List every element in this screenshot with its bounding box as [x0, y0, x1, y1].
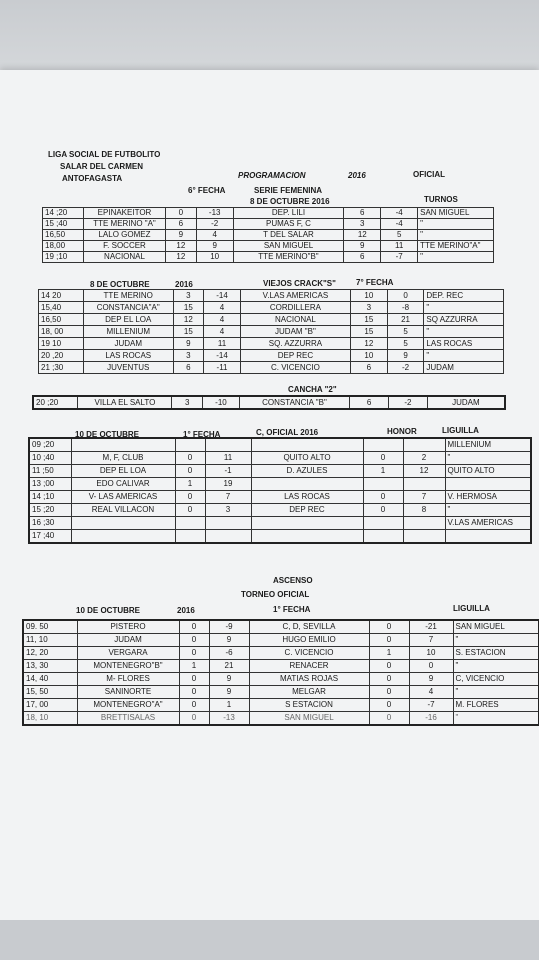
- cell-team-b: DEP. LILI: [233, 208, 344, 219]
- cell-diff-b: 12: [403, 465, 445, 478]
- cell-team-b: T DEL SALAR: [233, 230, 344, 241]
- cell-diff-a: 9: [209, 673, 249, 686]
- table-row: [33, 396, 505, 409]
- cell-turno: LAS ROCAS: [424, 338, 504, 350]
- cell-team-a: VERGARA: [77, 647, 179, 660]
- cell-team-b: DEP REC: [251, 504, 363, 517]
- ascenso-date: 10 DE OCTUBRE: [76, 606, 141, 615]
- cell-turno: ": [418, 252, 494, 263]
- cell-time: 09 ;20: [29, 438, 71, 452]
- table-row: [29, 504, 531, 517]
- cell-team-b: S ESTACION: [249, 699, 369, 712]
- cell-time: 15,40: [39, 302, 84, 314]
- cell-score-b: 15: [351, 314, 388, 326]
- cell-diff-a: -6: [209, 647, 249, 660]
- cell-diff-b: 7: [409, 634, 453, 647]
- cell-score-a: 9: [166, 230, 197, 241]
- cell-score-b: 0: [369, 634, 409, 647]
- cell-turno: TTE MERINO"A": [418, 241, 494, 252]
- cell-turno: ": [445, 452, 531, 465]
- cell-team-a: LAS ROCAS: [83, 350, 173, 362]
- honor-title: C, OFICIAL 2016: [256, 428, 319, 437]
- cell-diff-b: 9: [387, 350, 424, 362]
- ascenso-fecha: 1° FECHA: [273, 605, 311, 614]
- cell-team-a: TTE MERINO: [83, 290, 173, 302]
- cell-team-b: NACIONAL: [240, 314, 350, 326]
- table-row: [39, 326, 504, 338]
- cell-turno: JUDAM: [424, 362, 504, 374]
- cell-turno: V. HERMOSA: [445, 491, 531, 504]
- cell-team-a: DEP EL LOA: [83, 314, 173, 326]
- cell-diff-b: 8: [403, 504, 445, 517]
- cell-team-b: D. AZULES: [251, 465, 363, 478]
- cell-team-b: DEP REC: [240, 350, 350, 362]
- cell-score-a: 0: [175, 504, 205, 517]
- cell-diff-b: -2: [388, 396, 427, 409]
- table-row: [23, 634, 539, 647]
- cell-score-a: [175, 517, 205, 530]
- cell-diff-a: [205, 438, 251, 452]
- cell-time: 14 ;20: [43, 208, 84, 219]
- cell-time: 15, 50: [23, 686, 77, 699]
- cell-diff-b: -2: [387, 362, 424, 374]
- cell-team-a: EDO CALIVAR: [71, 478, 175, 491]
- table-row: [43, 208, 494, 219]
- cell-turno: ": [453, 686, 539, 699]
- cell-diff-a: 3: [205, 504, 251, 517]
- cell-score-a: [175, 530, 205, 544]
- table-row: [43, 241, 494, 252]
- cell-team-b: JUDAM "B": [240, 326, 350, 338]
- cell-diff-a: -9: [209, 620, 249, 634]
- cell-time: 10 ;40: [29, 452, 71, 465]
- table-row: [23, 699, 539, 712]
- cell-turno: ": [424, 350, 504, 362]
- cell-turno: C, VICENCIO: [453, 673, 539, 686]
- cell-diff-b: 7: [403, 491, 445, 504]
- city-title: ANTOFAGASTA: [62, 174, 123, 183]
- cell-score-a: 3: [173, 350, 204, 362]
- cell-team-a: JUDAM: [77, 634, 179, 647]
- cell-score-b: 6: [351, 362, 388, 374]
- cell-team-a: [71, 438, 175, 452]
- cell-diff-b: 9: [409, 673, 453, 686]
- fem-date: 8 DE OCTUBRE 2016: [250, 197, 330, 206]
- cell-score-a: 1: [179, 660, 209, 673]
- cell-team-a: DEP EL LOA: [71, 465, 175, 478]
- cell-diff-a: -14: [204, 350, 241, 362]
- cell-team-b: CONSTANCIA "B": [239, 396, 349, 409]
- cell-score-b: 1: [363, 465, 403, 478]
- table-row: [43, 219, 494, 230]
- cell-diff-a: 9: [196, 241, 233, 252]
- cell-team-b: C. VICENCIO: [249, 647, 369, 660]
- cell-time: 18, 00: [39, 326, 84, 338]
- cell-team-a: CONSTANCIA"A": [83, 302, 173, 314]
- cell-diff-b: [403, 478, 445, 491]
- cell-score-b: 0: [369, 660, 409, 673]
- cell-team-b: TTE MERINO"B": [233, 252, 344, 263]
- cell-time: 16 ;30: [29, 517, 71, 530]
- cell-diff-b: [403, 438, 445, 452]
- cell-diff-a: 1: [209, 699, 249, 712]
- cell-diff-a: 11: [204, 338, 241, 350]
- cell-diff-b: 10: [409, 647, 453, 660]
- cell-score-a: 12: [173, 314, 204, 326]
- cell-team-b: HUGO EMILIO: [249, 634, 369, 647]
- cell-score-b: 3: [344, 219, 381, 230]
- cell-score-a: 12: [166, 252, 197, 263]
- cell-diff-a: -13: [196, 208, 233, 219]
- cell-score-b: 0: [363, 504, 403, 517]
- cell-team-a: PISTERO: [77, 620, 179, 634]
- table-row: [43, 230, 494, 241]
- cell-team-a: [71, 517, 175, 530]
- cell-diff-b: 5: [387, 326, 424, 338]
- cell-diff-a: 9: [209, 634, 249, 647]
- cell-team-a: [71, 530, 175, 544]
- table-row: [23, 712, 539, 726]
- cell-score-a: 9: [173, 338, 204, 350]
- cell-diff-a: -10: [203, 396, 240, 409]
- cell-time: 14, 40: [23, 673, 77, 686]
- cell-turno: ": [453, 634, 539, 647]
- cell-score-a: 0: [179, 699, 209, 712]
- cell-score-b: 0: [369, 686, 409, 699]
- cell-time: 13 ;00: [29, 478, 71, 491]
- cell-score-b: 0: [363, 491, 403, 504]
- cell-diff-b: -7: [409, 699, 453, 712]
- honor-liguilla: LIGUILLA: [442, 426, 479, 435]
- cell-team-b: [251, 478, 363, 491]
- league-title: LIGA SOCIAL DE FUTBOLITO: [48, 150, 161, 159]
- cell-score-a: 15: [173, 326, 204, 338]
- cell-score-a: 1: [175, 478, 205, 491]
- cell-time: 16,50: [43, 230, 84, 241]
- cell-turno: ": [424, 302, 504, 314]
- table-row: [29, 491, 531, 504]
- fem-table: [42, 207, 494, 263]
- cell-turno: SAN MIGUEL: [453, 620, 539, 634]
- cell-score-b: [363, 530, 403, 544]
- cell-diff-a: [205, 530, 251, 544]
- cell-score-b: 0: [369, 712, 409, 726]
- cell-time: 09. 50: [23, 620, 77, 634]
- table-row: [29, 452, 531, 465]
- cell-score-a: 12: [166, 241, 197, 252]
- cell-team-a: SANINORTE: [77, 686, 179, 699]
- cell-team-b: PUMAS F, C: [233, 219, 344, 230]
- programacion-label: PROGRAMACION: [238, 171, 306, 180]
- ascenso-year: 2016: [177, 606, 195, 615]
- cell-time: 20 ,20: [39, 350, 84, 362]
- cell-diff-a: -11: [204, 362, 241, 374]
- cell-time: 15 ;20: [29, 504, 71, 517]
- honor-label: HONOR: [387, 427, 417, 436]
- cell-score-a: 0: [175, 452, 205, 465]
- table-row: [23, 660, 539, 673]
- cell-score-a: [175, 438, 205, 452]
- cell-score-a: 6: [166, 219, 197, 230]
- cell-diff-a: 7: [205, 491, 251, 504]
- table-row: [39, 350, 504, 362]
- cell-turno: S. ESTACION: [453, 647, 539, 660]
- cell-turno: QUITO ALTO: [445, 465, 531, 478]
- cell-score-b: 6: [344, 208, 381, 219]
- cell-team-b: SQ. AZZURRA: [240, 338, 350, 350]
- cell-score-a: 0: [179, 620, 209, 634]
- cell-diff-b: 2: [403, 452, 445, 465]
- cell-time: 11, 10: [23, 634, 77, 647]
- cell-turno: M. FLORES: [453, 699, 539, 712]
- table-row: [39, 290, 504, 302]
- ascenso-table: [22, 619, 539, 726]
- cell-diff-b: 0: [409, 660, 453, 673]
- table-row: [29, 438, 531, 452]
- cell-team-a: M, F, CLUB: [71, 452, 175, 465]
- year-label: 2016: [348, 171, 366, 180]
- cell-time: 18, 10: [23, 712, 77, 726]
- table-row: [23, 686, 539, 699]
- cell-time: 19 ;10: [43, 252, 84, 263]
- cell-turno: ": [424, 326, 504, 338]
- cell-score-b: 3: [351, 302, 388, 314]
- cell-score-b: 12: [344, 230, 381, 241]
- cell-score-a: 3: [172, 396, 203, 409]
- cell-score-a: 3: [173, 290, 204, 302]
- cell-diff-a: [205, 517, 251, 530]
- cell-team-b: CORDILLERA: [240, 302, 350, 314]
- cell-diff-a: -14: [204, 290, 241, 302]
- table-row: [29, 530, 531, 544]
- cell-turno: SAN MIGUEL: [418, 208, 494, 219]
- cell-diff-a: 21: [209, 660, 249, 673]
- cell-time: 17, 00: [23, 699, 77, 712]
- cell-team-b: V.LAS AMERICAS: [240, 290, 350, 302]
- cell-diff-a: 10: [196, 252, 233, 263]
- cell-time: 14 ;10: [29, 491, 71, 504]
- ascenso-liguilla: LIGUILLA: [453, 604, 490, 613]
- viejos-fecha: 7° FECHA: [356, 278, 394, 287]
- cell-team-b: QUITO ALTO: [251, 452, 363, 465]
- cell-score-b: 1: [369, 647, 409, 660]
- cell-team-a: JUDAM: [83, 338, 173, 350]
- table-row: [39, 338, 504, 350]
- cell-score-a: 6: [173, 362, 204, 374]
- cell-diff-b: 0: [387, 290, 424, 302]
- viejos-table: [38, 289, 504, 374]
- cell-time: 15 ;40: [43, 219, 84, 230]
- cell-score-b: 6: [344, 252, 381, 263]
- viejos-date: 8 DE OCTUBRE: [90, 280, 150, 289]
- honor-fecha: 1° FECHA: [183, 430, 221, 439]
- cell-team-b: RENACER: [249, 660, 369, 673]
- cell-team-b: [251, 530, 363, 544]
- cell-team-a: MONTENEGRO"B": [77, 660, 179, 673]
- cell-team-b: C. VICENCIO: [240, 362, 350, 374]
- cell-score-a: 0: [179, 647, 209, 660]
- cell-score-b: 0: [363, 452, 403, 465]
- cell-turno: [445, 530, 531, 544]
- cell-diff-b: -4: [381, 219, 418, 230]
- cell-diff-a: 9: [209, 686, 249, 699]
- cell-score-a: 0: [166, 208, 197, 219]
- cell-turno: [445, 478, 531, 491]
- cell-time: 17 ;40: [29, 530, 71, 544]
- cell-diff-b: -4: [381, 208, 418, 219]
- cell-score-a: 0: [179, 686, 209, 699]
- cell-team-a: M- FLORES: [77, 673, 179, 686]
- cell-score-a: 15: [173, 302, 204, 314]
- cell-score-b: 9: [344, 241, 381, 252]
- cell-diff-a: 4: [196, 230, 233, 241]
- cell-team-a: MONTENEGRO"A": [77, 699, 179, 712]
- cell-team-a: NACIONAL: [84, 252, 166, 263]
- cell-turno: DEP. REC: [424, 290, 504, 302]
- cell-score-b: 15: [351, 326, 388, 338]
- cell-diff-b: [403, 530, 445, 544]
- cancha-label: CANCHA "2": [288, 385, 337, 394]
- table-row: [29, 465, 531, 478]
- cell-turno: ": [418, 230, 494, 241]
- cell-diff-b: 5: [381, 230, 418, 241]
- table-row: [23, 647, 539, 660]
- cell-score-b: [363, 517, 403, 530]
- cell-time: 21 ;30: [39, 362, 84, 374]
- table-row: [43, 252, 494, 263]
- cell-diff-a: -13: [209, 712, 249, 726]
- cell-diff-b: -8: [387, 302, 424, 314]
- background-bottom: [0, 920, 539, 960]
- cell-team-a: V- LAS AMERICAS: [71, 491, 175, 504]
- cell-team-a: BRETTISALAS: [77, 712, 179, 726]
- cell-team-a: VILLA EL SALTO: [78, 396, 172, 409]
- background-top: [0, 0, 539, 70]
- torneo-title: TORNEO OFICIAL: [241, 590, 310, 599]
- cell-diff-b: -16: [409, 712, 453, 726]
- fem-fecha: 6° FECHA: [188, 186, 226, 195]
- cell-score-b: 0: [369, 673, 409, 686]
- cell-diff-b: 11: [381, 241, 418, 252]
- cell-turno: ": [453, 712, 539, 726]
- ascenso-title: ASCENSO: [273, 576, 313, 585]
- cell-team-b: SAN MIGUEL: [233, 241, 344, 252]
- fem-serie: SERIE FEMENINA: [254, 186, 323, 195]
- cell-score-b: 0: [369, 620, 409, 634]
- cell-score-b: 0: [369, 699, 409, 712]
- cell-team-a: EPINAKEITOR: [84, 208, 166, 219]
- cell-team-a: JUVENTUS: [83, 362, 173, 374]
- cell-diff-b: 4: [409, 686, 453, 699]
- cell-score-b: [363, 478, 403, 491]
- table-row: [39, 302, 504, 314]
- cell-time: 12, 20: [23, 647, 77, 660]
- cell-team-b: MATIAS ROJAS: [249, 673, 369, 686]
- cell-diff-a: 11: [205, 452, 251, 465]
- cancha-table: [32, 395, 506, 410]
- cell-team-a: LALO GOMEZ: [84, 230, 166, 241]
- cell-turno: V.LAS AMERICAS: [445, 517, 531, 530]
- cell-team-a: MILLENIUM: [83, 326, 173, 338]
- cell-diff-a: 4: [204, 314, 241, 326]
- cell-team-b: C, D, SEVILLA: [249, 620, 369, 634]
- cell-diff-a: -1: [205, 465, 251, 478]
- cell-score-b: 12: [351, 338, 388, 350]
- cell-turno: ": [453, 660, 539, 673]
- cell-diff-b: [403, 517, 445, 530]
- cell-diff-a: 4: [204, 302, 241, 314]
- honor-table: [28, 437, 532, 544]
- cell-time: 11 ;50: [29, 465, 71, 478]
- cell-diff-a: 19: [205, 478, 251, 491]
- cell-turno: SQ AZZURRA: [424, 314, 504, 326]
- cell-team-b: [251, 517, 363, 530]
- cell-score-a: 0: [179, 634, 209, 647]
- cell-score-a: 0: [179, 712, 209, 726]
- fem-turnos: TURNOS: [424, 195, 458, 204]
- cell-time: 19 10: [39, 338, 84, 350]
- cell-team-b: SAN MIGUEL: [249, 712, 369, 726]
- cell-turno: ": [445, 504, 531, 517]
- cell-diff-a: 4: [204, 326, 241, 338]
- cell-score-b: [363, 438, 403, 452]
- cell-turno: ": [418, 219, 494, 230]
- cell-team-b: MELGAR: [249, 686, 369, 699]
- table-row: [39, 362, 504, 374]
- cell-team-a: F. SOCCER: [84, 241, 166, 252]
- viejos-title: VIEJOS CRACK"S": [263, 279, 336, 288]
- table-row: [39, 314, 504, 326]
- cell-score-b: 10: [351, 290, 388, 302]
- cell-diff-a: -2: [196, 219, 233, 230]
- cell-diff-b: -7: [381, 252, 418, 263]
- cell-team-b: [251, 438, 363, 452]
- cell-score-b: 10: [351, 350, 388, 362]
- cell-time: 13, 30: [23, 660, 77, 673]
- table-row: [29, 478, 531, 491]
- cell-team-a: TTE MERINO "A": [84, 219, 166, 230]
- honor-date: 10 DE OCTUBRE: [75, 430, 140, 439]
- oficial-label: OFICIAL: [413, 170, 445, 179]
- table-row: [23, 673, 539, 686]
- cell-turno: JUDAM: [427, 396, 505, 409]
- cell-diff-b: 21: [387, 314, 424, 326]
- table-row: [29, 517, 531, 530]
- cell-time: 16,50: [39, 314, 84, 326]
- table-row: [23, 620, 539, 634]
- cell-team-b: LAS ROCAS: [251, 491, 363, 504]
- cell-score-a: 0: [175, 491, 205, 504]
- venue-title: SALAR DEL CARMEN: [60, 162, 143, 171]
- cell-score-a: 0: [175, 465, 205, 478]
- viejos-year: 2016: [175, 280, 193, 289]
- cell-time: 20 ;20: [33, 396, 78, 409]
- cell-team-a: REAL VILLACON: [71, 504, 175, 517]
- cell-turno: MILLENIUM: [445, 438, 531, 452]
- cell-time: 14 20: [39, 290, 84, 302]
- cell-diff-b: 5: [387, 338, 424, 350]
- cell-score-a: 0: [179, 673, 209, 686]
- cell-score-b: 6: [350, 396, 389, 409]
- cell-diff-b: -21: [409, 620, 453, 634]
- cell-time: 18,00: [43, 241, 84, 252]
